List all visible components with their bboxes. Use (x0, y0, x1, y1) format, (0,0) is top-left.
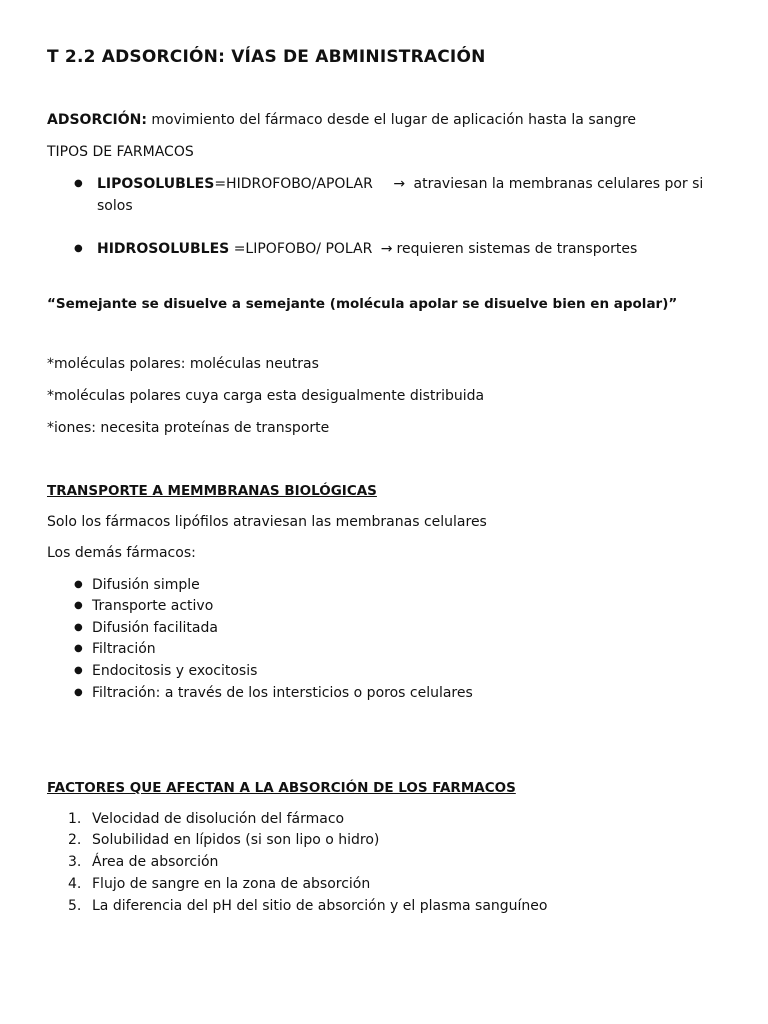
list-item: La diferencia del pH del sitio de absorción y el plasma sanguíneo (92, 898, 548, 914)
bullet-marker: ● (74, 643, 83, 654)
tipo-desc: =LIPOFOBO/ POLAR (229, 241, 373, 257)
arrow-icon: → (380, 241, 393, 257)
list-item: Transporte activo (92, 598, 214, 614)
list-item: Solubilidad en lípidos (si son lipo o hidro) (92, 832, 380, 848)
tipo-result-cont: solos (97, 198, 133, 214)
list-item: Filtración: a través de los intersticios o poros celulares (92, 685, 473, 701)
list-item: Filtración (92, 641, 156, 657)
list-number: 4. (68, 876, 82, 892)
tipo-hidrosolubles (97, 240, 637, 258)
bullet-marker: ● (74, 579, 83, 590)
transporte-text: Los demás fármacos: (47, 545, 196, 561)
list-number: 5. (68, 898, 82, 914)
page-title: T 2.2 ADSORCIÓN: VÍAS DE ABMINISTRACIÓN (47, 47, 486, 67)
tipo-term: LIPOSOLUBLES (97, 176, 215, 192)
adsorcion-definition (47, 111, 636, 129)
list-item: Velocidad de disolución del fármaco (92, 811, 345, 827)
adsorcion-term: ADSORCIÓN: (47, 112, 147, 128)
bullet-marker: ● (74, 622, 83, 633)
list-number: 1. (68, 811, 82, 827)
list-item: Endocitosis y exocitosis (92, 663, 258, 679)
tipo-result: atraviesan la membranas celulares por si (413, 176, 704, 192)
list-number: 2. (68, 832, 82, 848)
note-line: *moléculas polares cuya carga esta desigualmente distribuida (47, 388, 485, 404)
tipo-result: requieren sistemas de transportes (396, 241, 638, 257)
list-item: Difusión simple (92, 577, 200, 593)
tipo-desc: =HIDROFOBO/APOLAR (214, 176, 373, 192)
section-heading-factores: FACTORES QUE AFECTAN A LA ABSORCIÓN DE LOS FARMACOS (47, 780, 516, 796)
list-item: Área de absorción (92, 854, 219, 870)
bullet-marker: ● (74, 243, 83, 254)
tipos-heading: TIPOS DE FARMACOS (47, 144, 194, 160)
bullet-marker: ● (74, 178, 83, 189)
transporte-text: Solo los fármacos lipófilos atraviesan las membranas celulares (47, 514, 487, 530)
note-line: *iones: necesita proteínas de transporte (47, 420, 330, 436)
bullet-marker: ● (74, 665, 83, 676)
quote: “Semejante se disuelve a semejante (molécula apolar se disuelve bien en apolar)” (47, 296, 678, 312)
section-heading-transporte: TRANSPORTE A MEMMBRANAS BIOLÓGICAS (47, 483, 377, 499)
note-line: *moléculas polares: moléculas neutras (47, 356, 319, 372)
tipo-term: HIDROSOLUBLES (97, 241, 230, 257)
adsorcion-text: movimiento del fármaco desde el lugar de aplicación hasta la sangre (146, 112, 637, 128)
list-item: Difusión facilitada (92, 620, 218, 636)
tipo-liposolubles (97, 175, 703, 193)
list-item: Flujo de sangre en la zona de absorción (92, 876, 371, 892)
list-number: 3. (68, 854, 82, 870)
bullet-marker: ● (74, 600, 83, 611)
bullet-marker: ● (74, 687, 83, 698)
arrow-icon: → (393, 176, 406, 192)
